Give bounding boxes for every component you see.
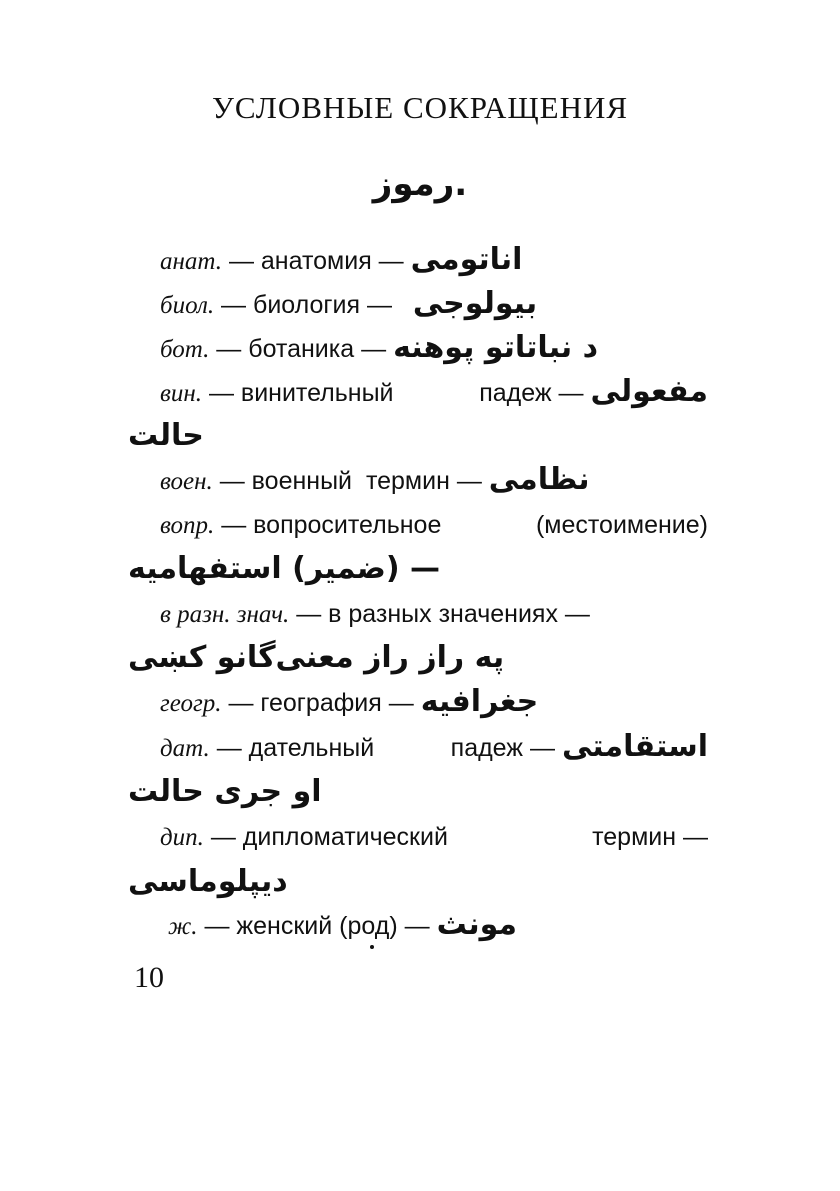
entry-abbr: анат. <box>160 248 223 275</box>
entry-abbr: вопр. <box>160 512 215 539</box>
entry-vin-continuation: حالت <box>128 418 204 453</box>
entry-russian-cont: падеж — <box>450 734 555 762</box>
entry-russian: — женский (род) — <box>197 912 430 940</box>
entry-abbr: ж. <box>168 913 198 940</box>
entry-anat <box>160 240 522 282</box>
entry-abbr: воен. <box>160 468 213 495</box>
entry-russian: — военный <box>212 467 353 495</box>
entry-russian: — вопросительное <box>214 511 442 539</box>
entry-zh <box>168 905 517 947</box>
entry-v-razn-znach <box>160 594 590 635</box>
entry-geogr <box>160 682 538 724</box>
entry-abbr: геогр. <box>160 690 222 717</box>
entry-vopr <box>160 505 708 546</box>
entry-russian-cont: (местоимение) <box>535 511 708 539</box>
page-title: УСЛОВНЫЕ СОКРАЩЕНИЯ <box>211 90 629 125</box>
entry-abbr: дат. <box>160 735 210 762</box>
entry-dip-continuation: دیپلوماسی <box>128 864 288 899</box>
entry-russian-cont: термин — <box>365 467 482 495</box>
entry-pashto: جغرافیه <box>420 684 539 719</box>
entry-russian: — дательный <box>209 734 375 762</box>
page-number: 10 <box>134 961 164 994</box>
entry-vin <box>160 372 708 414</box>
entry-pashto: نظامی <box>488 462 590 497</box>
page-subtitle-pashto: رموز. <box>372 164 468 204</box>
entry-russian: — биология — <box>214 291 392 319</box>
entry-pashto: د نباتاتو پوهنه <box>393 330 599 365</box>
entry-abbr: биол. <box>160 292 215 319</box>
entry-pashto: استقامتی <box>561 729 708 764</box>
entry-russian-cont: падеж — <box>479 379 584 407</box>
entry-russian: — анатомия — <box>222 247 404 275</box>
entry-vopr-continuation: — (ضمیر) استفهامیه <box>128 551 441 586</box>
entry-abbr: дип. <box>160 824 204 851</box>
entry-russian: — винительный <box>202 379 394 407</box>
entry-abbr: в разн. знач. <box>160 601 290 628</box>
entry-dip <box>160 817 708 858</box>
entry-abbr: вин. <box>160 380 203 407</box>
entry-biol <box>160 284 537 326</box>
entry-russian: — география — <box>221 689 414 717</box>
entry-russian: — дипломатический <box>203 823 448 851</box>
entry-pashto: مونث <box>436 907 517 942</box>
entry-dat <box>160 727 708 769</box>
entry-russian-cont: термин — <box>592 823 708 851</box>
entry-bot <box>160 328 598 370</box>
entry-russian: — ботаника — <box>209 335 387 363</box>
entry-voen <box>160 460 589 502</box>
entry-dat-continuation: او جری حالت <box>128 774 322 809</box>
entry-v-razn-znach-continuation: په راز راز معنی‌گانو کښی <box>128 640 505 675</box>
entry-pashto: اناتومی <box>410 242 523 277</box>
entry-abbr: бот. <box>160 336 210 363</box>
entry-pashto: مفعولی <box>590 374 708 409</box>
entry-pashto: بیولوجی <box>412 286 538 321</box>
entry-russian: — в разных значениях — <box>289 600 590 628</box>
print-speck <box>370 945 374 949</box>
